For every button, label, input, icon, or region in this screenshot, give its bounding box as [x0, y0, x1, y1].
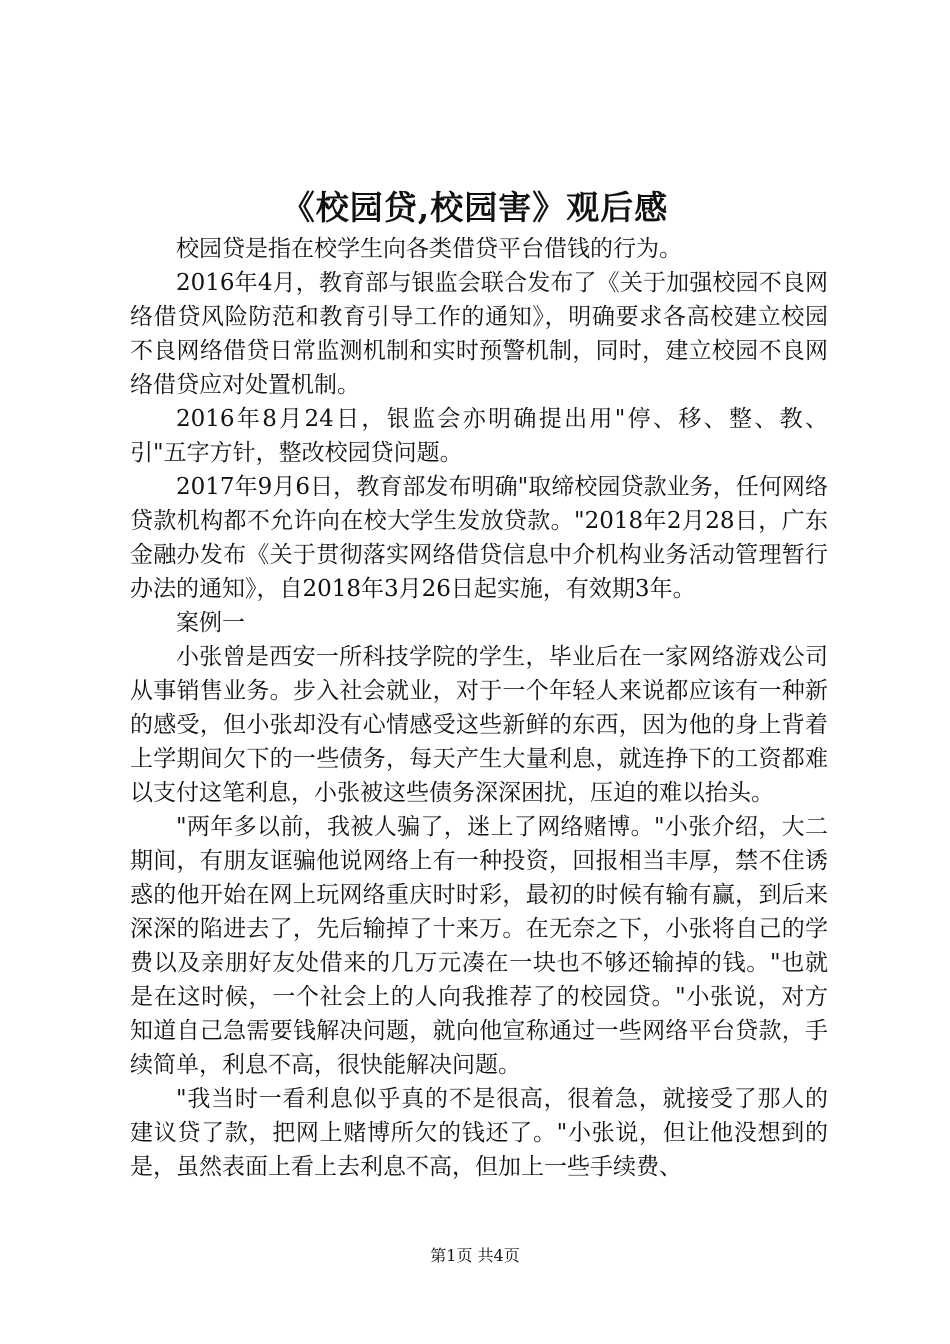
paragraph: "我当时一看利息似乎真的不是很高，很着急，就接受了那人的建议贷了款，把网上赌博所欠的钱还了。"小张说，但让他没想到的是，虽然表面上看上去利息不高，但加上一些手续费、	[130, 1086, 828, 1180]
paragraph: 校园贷是指在校学生向各类借贷平台借钱的行为。	[176, 236, 682, 262]
page-footer: 第1页 共4页	[430, 1246, 520, 1265]
paragraph: 2017年9月6日，教育部发布明确"取缔校园贷款业务，任何网络贷款机构都不允许向在校大学生发放贷款。"2018年2月28日，广东金融办发布《关于贯彻落实网络借贷信息中介机构业务活动管理暂行办法的通知》，自2018年3月26日起实施，有效期3年。	[130, 474, 828, 602]
paragraph: 2016年4月，教育部与银监会联合发布了《关于加强校园不良网络借贷风险防范和教育引导工作的通知》，明确要求各高校建立校园不良网络借贷日常监测机制和实时预警机制，同时，建立校园不良网络借贷应对处置机制。	[130, 270, 828, 398]
paragraph: 小张曾是西安一所科技学院的学生，毕业后在一家网络游戏公司从事销售业务。步入社会就业，对于一个年轻人来说都应该有一种新的感受，但小张却没有心情感受这些新鲜的东西，因为他的身上背着上学期间欠下的一些债务，每天产生大量利息，就连挣下的工资都难以支付这笔利息，小张被这些债务深深困扰，压迫的难以抬头。	[130, 644, 828, 806]
paragraph: "两年多以前，我被人骗了，迷上了网络赌博。"小张介绍，大二期间，有朋友诓骗他说网络上有一种投资，回报相当丰厚，禁不住诱惑的他开始在网上玩网络重庆时时彩，最初的时候有输有赢，到后来深深的陷进去了，先后输掉了十来万。在无奈之下，小张将自己的学费以及亲朋好友处借来的几万元凑在一块也不够还输掉的钱。"也就是在这时候，一个社会上的人向我推荐了的校园贷。"小张说，对方知道自己急需要钱解决问题，就向他宣称通过一些网络平台贷款，手续简单，利息不高，很快能解决问题。	[130, 814, 828, 1078]
document-body	[130, 232, 828, 1184]
document-title: 《校园贷,校园害》观后感	[281, 188, 669, 227]
paragraph: 2016年8月24日，银监会亦明确提出用"停、移、整、教、引"五字方针，整改校园贷问题。	[130, 406, 828, 466]
section-heading: 案例一	[176, 610, 245, 636]
